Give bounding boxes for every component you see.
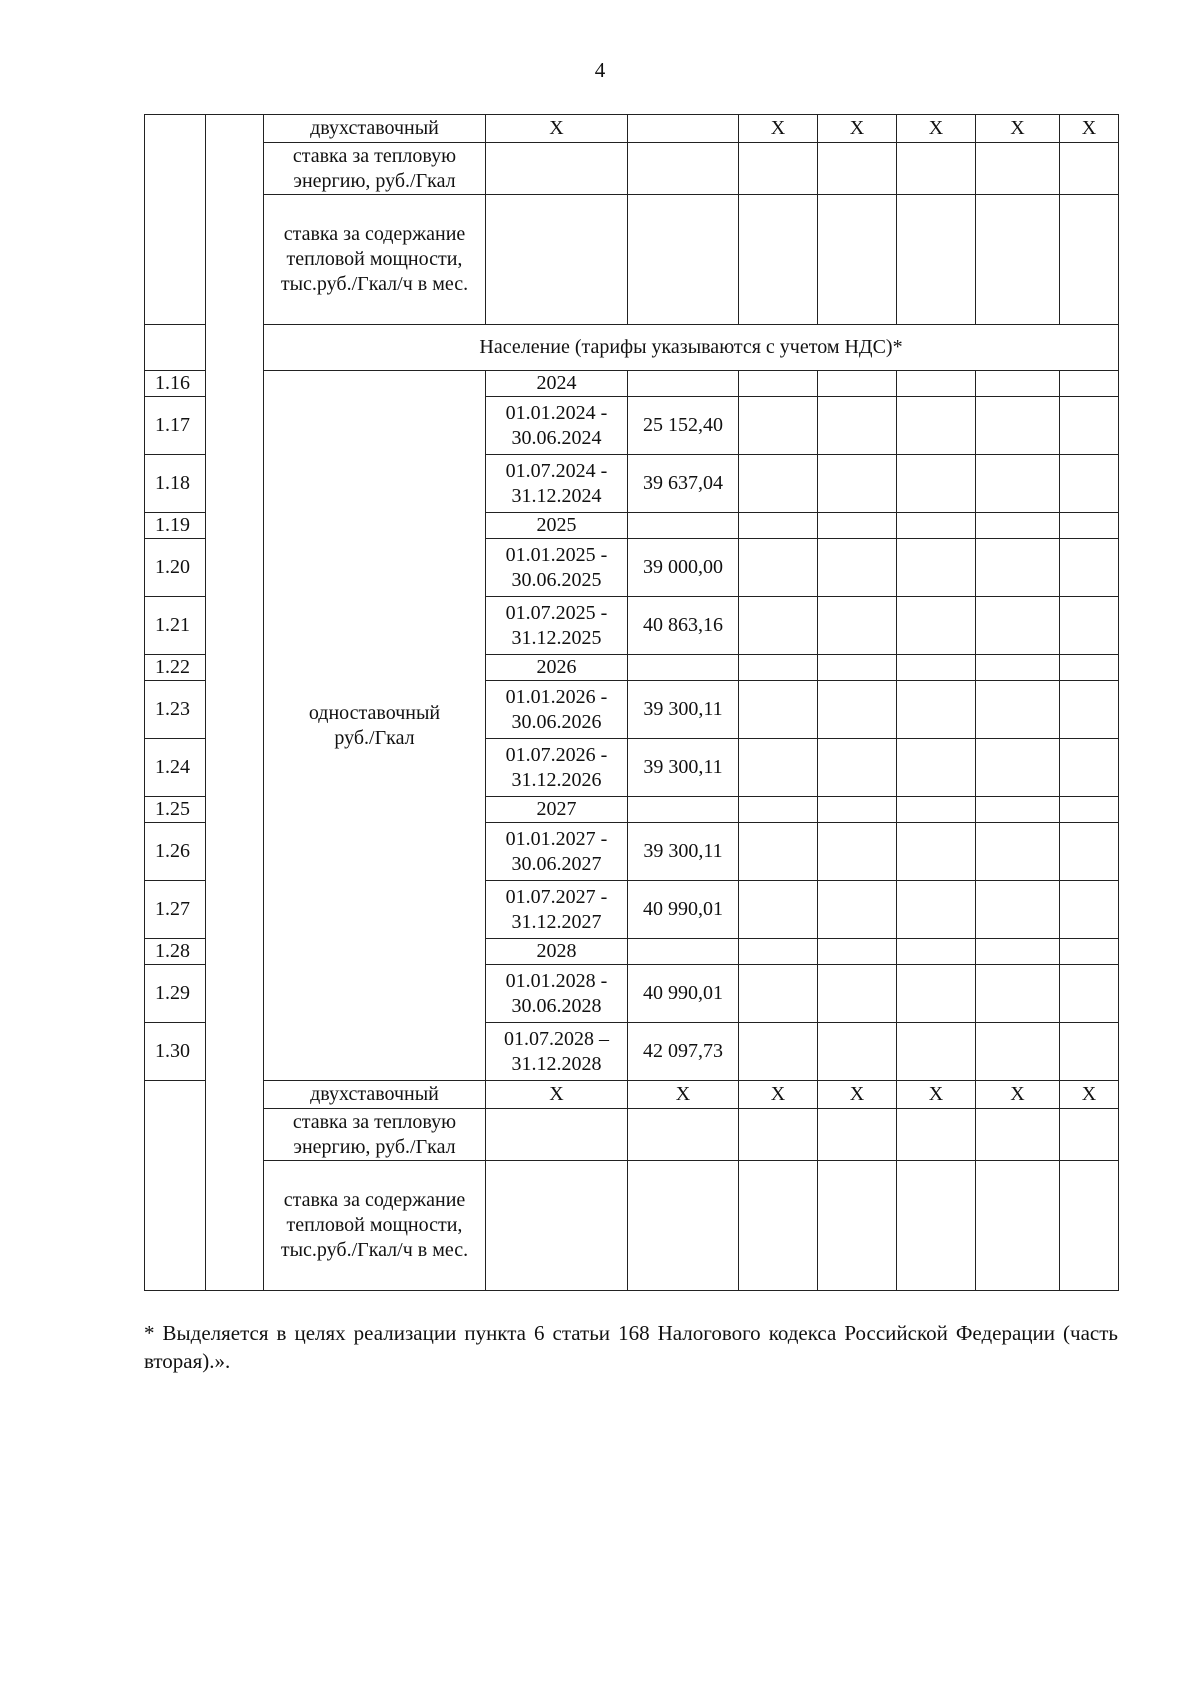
empty-cell bbox=[628, 1161, 739, 1291]
empty-cell bbox=[1060, 655, 1119, 681]
period-cell: 01.01.2026 - 30.06.2026 bbox=[486, 681, 628, 739]
empty-cell bbox=[818, 539, 897, 597]
empty-cell bbox=[739, 655, 818, 681]
tariff-value-cell bbox=[628, 655, 739, 681]
table-row bbox=[145, 1161, 1119, 1291]
empty-cell bbox=[818, 881, 897, 939]
empty-cell bbox=[976, 1023, 1060, 1081]
table-row bbox=[145, 371, 1119, 397]
empty-cell bbox=[1060, 1023, 1119, 1081]
period-cell: 2024 bbox=[486, 371, 628, 397]
empty-cell bbox=[1060, 739, 1119, 797]
row-number: 1.20 bbox=[145, 539, 206, 597]
empty-cell bbox=[976, 1109, 1060, 1161]
empty-cell bbox=[897, 655, 976, 681]
table-cell: Х bbox=[1060, 1081, 1119, 1109]
heat-energy-rate-label: ставка за тепловую энергию, руб./Гкал bbox=[264, 1109, 486, 1161]
empty-cell bbox=[739, 371, 818, 397]
empty-cell bbox=[1060, 797, 1119, 823]
empty-cell bbox=[976, 513, 1060, 539]
tariff-value-cell: 25 152,40 bbox=[628, 397, 739, 455]
empty-cell bbox=[818, 1161, 897, 1291]
table-cell: Х bbox=[897, 1081, 976, 1109]
tariff-value-cell: 39 000,00 bbox=[628, 539, 739, 597]
empty-cell bbox=[818, 797, 897, 823]
tariff-value-cell bbox=[628, 371, 739, 397]
table-cell: Х bbox=[976, 115, 1060, 143]
empty-cell bbox=[818, 455, 897, 513]
empty-cell bbox=[739, 455, 818, 513]
row-number: 1.26 bbox=[145, 823, 206, 881]
empty-cell bbox=[818, 597, 897, 655]
empty-cell bbox=[897, 965, 976, 1023]
table-cell: Х bbox=[897, 115, 976, 143]
empty-cell bbox=[1060, 397, 1119, 455]
capacity-rate-label: ставка за содержание тепловой мощности, тыс.руб./Гкал/ч в мес. bbox=[264, 1161, 486, 1291]
table-cell: Х bbox=[739, 115, 818, 143]
empty-cell bbox=[739, 539, 818, 597]
period-cell: 01.01.2024 - 30.06.2024 bbox=[486, 397, 628, 455]
empty-cell bbox=[897, 513, 976, 539]
empty-cell bbox=[818, 1023, 897, 1081]
tariff-value-cell: 39 637,04 bbox=[628, 455, 739, 513]
table-cell: Х bbox=[1060, 115, 1119, 143]
table-cell: Х bbox=[486, 115, 628, 143]
empty-cell bbox=[1060, 939, 1119, 965]
period-cell: 01.07.2024 - 31.12.2024 bbox=[486, 455, 628, 513]
period-cell: 01.07.2026 - 31.12.2026 bbox=[486, 739, 628, 797]
empty-cell bbox=[739, 597, 818, 655]
period-cell: 01.07.2028 – 31.12.2028 bbox=[486, 1023, 628, 1081]
empty-cell bbox=[897, 1109, 976, 1161]
period-cell: 2026 bbox=[486, 655, 628, 681]
empty-cell bbox=[739, 1109, 818, 1161]
section-header-row bbox=[145, 325, 1119, 371]
empty-cell bbox=[1060, 881, 1119, 939]
table-cell: Х bbox=[628, 1081, 739, 1109]
empty-cell bbox=[976, 539, 1060, 597]
row-number: 1.16 bbox=[145, 371, 206, 397]
tariff-value-cell: 40 990,01 bbox=[628, 881, 739, 939]
period-cell: 01.07.2027 - 31.12.2027 bbox=[486, 881, 628, 939]
empty-cell bbox=[897, 797, 976, 823]
empty-cell bbox=[818, 823, 897, 881]
single-rate-label: одноставочный руб./Гкал bbox=[264, 371, 486, 1081]
empty-cell bbox=[818, 397, 897, 455]
empty-cell bbox=[739, 823, 818, 881]
empty-cell bbox=[897, 881, 976, 939]
table-row bbox=[145, 1081, 1119, 1109]
empty-cell bbox=[1060, 1109, 1119, 1161]
section-title: Население (тарифы указываются с учетом НДС)* bbox=[264, 325, 1119, 371]
table-row bbox=[145, 115, 1119, 143]
table-cell: Х bbox=[486, 1081, 628, 1109]
empty-cell bbox=[1060, 681, 1119, 739]
empty-cell bbox=[818, 655, 897, 681]
row-number: 1.24 bbox=[145, 739, 206, 797]
table-cell: Х bbox=[976, 1081, 1060, 1109]
page-number: 4 bbox=[594, 58, 606, 82]
tariff-value-cell bbox=[628, 797, 739, 823]
empty-cell bbox=[976, 881, 1060, 939]
two-part-label: двухставочный bbox=[264, 1081, 486, 1109]
table-row bbox=[145, 195, 1119, 325]
empty-cell bbox=[739, 939, 818, 965]
row-number-cell bbox=[145, 325, 206, 371]
tariff-value-cell: 40 990,01 bbox=[628, 965, 739, 1023]
row-number: 1.25 bbox=[145, 797, 206, 823]
table-cell bbox=[628, 115, 739, 143]
empty-cell bbox=[897, 455, 976, 513]
empty-cell bbox=[1060, 965, 1119, 1023]
empty-cell bbox=[739, 739, 818, 797]
empty-cell bbox=[976, 597, 1060, 655]
period-cell: 2028 bbox=[486, 939, 628, 965]
empty-cell bbox=[818, 371, 897, 397]
table-cell: Х bbox=[818, 1081, 897, 1109]
table-cell: Х bbox=[739, 1081, 818, 1109]
heat-energy-rate-label: ставка за тепловую энергию, руб./Гкал bbox=[264, 143, 486, 195]
empty-cell bbox=[976, 1161, 1060, 1291]
table-row bbox=[145, 1109, 1119, 1161]
table-cell: Х bbox=[818, 115, 897, 143]
empty-cell bbox=[486, 1161, 628, 1291]
row-number: 1.30 bbox=[145, 1023, 206, 1081]
empty-cell bbox=[628, 1109, 739, 1161]
row-number: 1.17 bbox=[145, 397, 206, 455]
empty-cell bbox=[897, 371, 976, 397]
row-number: 1.19 bbox=[145, 513, 206, 539]
empty-cell bbox=[739, 797, 818, 823]
row-number: 1.29 bbox=[145, 965, 206, 1023]
row-number: 1.28 bbox=[145, 939, 206, 965]
period-cell: 01.01.2025 - 30.06.2025 bbox=[486, 539, 628, 597]
empty-cell bbox=[897, 939, 976, 965]
empty-cell bbox=[897, 681, 976, 739]
empty-cell bbox=[976, 739, 1060, 797]
tariff-value-cell: 39 300,11 bbox=[628, 681, 739, 739]
empty-cell bbox=[818, 1109, 897, 1161]
empty-cell bbox=[739, 881, 818, 939]
tariff-value-cell: 39 300,11 bbox=[628, 739, 739, 797]
row-number-cell bbox=[145, 115, 206, 325]
empty-cell bbox=[897, 539, 976, 597]
empty-cell bbox=[897, 739, 976, 797]
empty-cell bbox=[1060, 455, 1119, 513]
row-number: 1.21 bbox=[145, 597, 206, 655]
table-row bbox=[145, 143, 1119, 195]
period-cell: 01.01.2028 - 30.06.2028 bbox=[486, 965, 628, 1023]
empty-cell bbox=[976, 797, 1060, 823]
empty-cell bbox=[976, 455, 1060, 513]
empty-cell bbox=[818, 939, 897, 965]
row-number: 1.27 bbox=[145, 881, 206, 939]
empty-cell bbox=[1060, 371, 1119, 397]
empty-cell bbox=[818, 739, 897, 797]
tariff-value-cell bbox=[628, 513, 739, 539]
empty-cell bbox=[976, 397, 1060, 455]
empty-cell bbox=[1060, 513, 1119, 539]
period-cell: 01.07.2025 - 31.12.2025 bbox=[486, 597, 628, 655]
period-cell: 01.01.2027 - 30.06.2027 bbox=[486, 823, 628, 881]
empty-cell bbox=[897, 597, 976, 655]
row-number: 1.23 bbox=[145, 681, 206, 739]
empty-cell bbox=[739, 681, 818, 739]
period-cell: 2025 bbox=[486, 513, 628, 539]
empty-cell bbox=[897, 1023, 976, 1081]
footnote: * Выделяется в целях реализации пункта 6 статьи 168 Налогового кодекса Российской Федерации (часть вторая).». bbox=[144, 1321, 1118, 1373]
tariff-table bbox=[144, 114, 1119, 1291]
empty-cell bbox=[739, 1023, 818, 1081]
tariff-value-cell bbox=[628, 939, 739, 965]
empty-cell bbox=[818, 681, 897, 739]
empty-cell bbox=[897, 1161, 976, 1291]
capacity-rate-label: ставка за содержание тепловой мощности, тыс.руб./Гкал/ч в мес. bbox=[264, 195, 486, 325]
empty-cell bbox=[1060, 597, 1119, 655]
two-part-label: двухставочный bbox=[264, 115, 486, 143]
tariff-value-cell: 42 097,73 bbox=[628, 1023, 739, 1081]
period-cell: 2027 bbox=[486, 797, 628, 823]
empty-cell bbox=[739, 1161, 818, 1291]
empty-cell bbox=[739, 965, 818, 1023]
empty-cell bbox=[976, 371, 1060, 397]
empty-cell bbox=[486, 1109, 628, 1161]
empty-cell bbox=[976, 823, 1060, 881]
empty-cell bbox=[1060, 1161, 1119, 1291]
empty-cell bbox=[739, 513, 818, 539]
empty-cell bbox=[1060, 539, 1119, 597]
empty-cell bbox=[976, 655, 1060, 681]
empty-cell bbox=[976, 965, 1060, 1023]
row-number: 1.22 bbox=[145, 655, 206, 681]
empty-cell bbox=[976, 939, 1060, 965]
tariff-value-cell: 39 300,11 bbox=[628, 823, 739, 881]
empty-cell bbox=[739, 397, 818, 455]
empty-cell bbox=[976, 681, 1060, 739]
tariff-value-cell: 40 863,16 bbox=[628, 597, 739, 655]
empty-cell bbox=[897, 823, 976, 881]
empty-cell bbox=[1060, 823, 1119, 881]
empty-cell bbox=[818, 513, 897, 539]
empty-cell bbox=[897, 397, 976, 455]
merged-blank-column bbox=[206, 115, 264, 1291]
empty-cell bbox=[818, 965, 897, 1023]
row-number: 1.18 bbox=[145, 455, 206, 513]
row-number-cell bbox=[145, 1081, 206, 1291]
